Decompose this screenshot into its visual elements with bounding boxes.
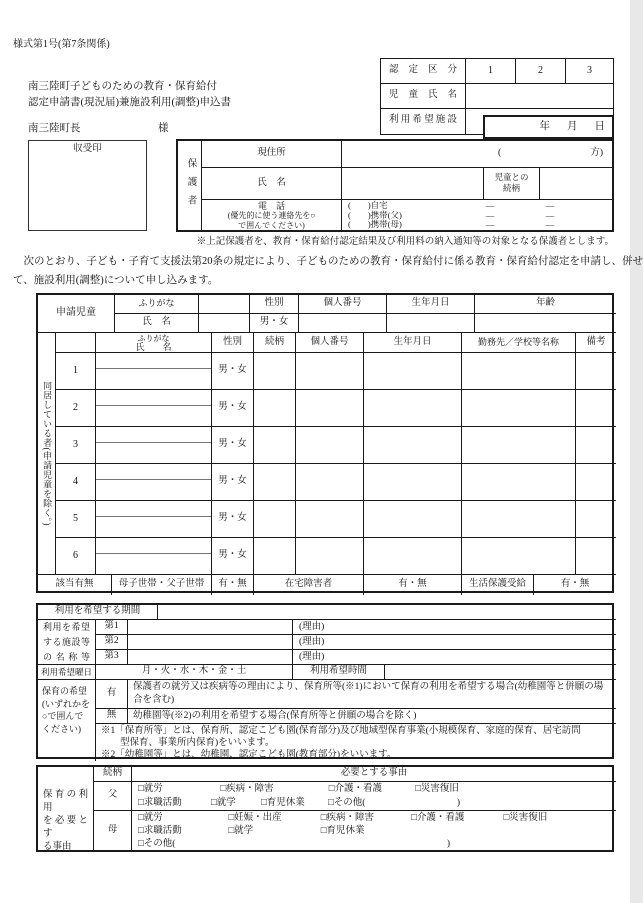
- checkbox-mother-other[interactable]: □その他( ): [138, 839, 450, 849]
- address-label: 現住所: [202, 141, 342, 168]
- facility-names-label: 利用を希望 する施設等 の名称等: [38, 620, 96, 665]
- choice-3-label: 第3: [96, 650, 128, 665]
- phone-row-mobile-mother[interactable]: ( )携帯(母) ― ―: [348, 219, 555, 229]
- father-reasons: [132, 782, 616, 811]
- household-dob-input[interactable]: [364, 353, 462, 390]
- applicant-age-label: 年齢: [475, 295, 616, 314]
- checkbox-father-work[interactable]: □就労: [138, 784, 163, 794]
- household-header-id: 個人番号: [296, 333, 364, 353]
- declaration: 次のとおり、子ども・子育て支援法第20条の規定により、子どものための教育・保育給付に係る教育・保育給付認定を申請し、併せ て、施設利用(調整)について申し込みます。: [13, 256, 643, 286]
- checkbox-father-school[interactable]: □就学: [211, 797, 236, 808]
- household-note-input[interactable]: [576, 501, 616, 538]
- choice-1-label: 第1: [96, 620, 128, 635]
- household-id-input[interactable]: [296, 353, 364, 390]
- household-header-relation: 続柄: [254, 333, 296, 353]
- household-row-number: 2: [56, 390, 96, 427]
- disabled-at-home-label: 在宅障害者: [254, 575, 364, 595]
- household-header-note: 備考: [576, 333, 616, 353]
- furigana-divider: [96, 553, 211, 554]
- guardian-note: ※上記保護者を、教育・保育給付認定結果及び利用料の納入通知等の対象となる保護者とします。: [196, 237, 614, 247]
- household-side-label: 同居している者(申請児童を除く。): [38, 333, 56, 575]
- household-dob-input[interactable]: [364, 464, 462, 501]
- applicant-name-input[interactable]: [199, 314, 250, 333]
- cert-category-label: 認定区分: [381, 59, 466, 84]
- household-header-work: 勤務先／学校等名称: [462, 333, 576, 353]
- required-reason-header: 必要とする事由: [132, 767, 616, 782]
- guardian-name-input[interactable]: [342, 168, 484, 200]
- household-work-input[interactable]: [462, 390, 576, 427]
- household-name-input[interactable]: [96, 353, 212, 390]
- father-label: 父: [94, 782, 132, 811]
- date-month-label: 月: [567, 121, 578, 133]
- household-note-input[interactable]: [576, 427, 616, 464]
- desired-weekday-label: 利用希望曜日: [38, 665, 96, 680]
- relation-header: 続柄: [94, 767, 132, 782]
- checkbox-father-parental-leave[interactable]: □育児休業: [261, 797, 305, 808]
- desired-period-input[interactable]: [158, 605, 616, 620]
- household-dob-input[interactable]: [364, 390, 462, 427]
- relation-to-child-label: 児童との 続柄: [484, 168, 540, 200]
- household-name-input[interactable]: [96, 427, 212, 464]
- household-relation-input[interactable]: [254, 427, 296, 464]
- furigana-divider: [96, 368, 211, 369]
- applicant-dob-input[interactable]: [387, 314, 475, 333]
- furigana-divider: [96, 479, 211, 480]
- phone-note-line2: で囲んでください): [238, 220, 305, 230]
- checkbox-father-other[interactable]: □その他( ): [328, 797, 460, 808]
- choice-3-input[interactable]: [128, 650, 293, 665]
- household-row-number: 3: [56, 427, 96, 464]
- honorific: 様: [158, 123, 169, 134]
- desired-period-label: 利用を希望する期間: [38, 605, 158, 620]
- applicant-id-label: 個人番号: [299, 295, 387, 314]
- guardian-table: [176, 139, 614, 232]
- household-work-input[interactable]: [462, 538, 576, 575]
- desired-facility-label: 利用希望施設: [381, 109, 466, 134]
- mother-reasons: [132, 811, 616, 850]
- applicant-name-label: 氏 名: [115, 314, 199, 333]
- care-wish-yes-text: 保護者の就労又は疾病等の理由により、保育所等(※1)において保育の利用を希望する場合(幼稚園等と併願の場合を含む): [128, 680, 616, 709]
- household-name-input[interactable]: [96, 390, 212, 427]
- phone-note-line1: (優先的に使う連絡先を○: [227, 211, 316, 220]
- checkbox-mother-disaster[interactable]: □災害復旧: [503, 813, 548, 823]
- checkbox-father-illness[interactable]: □疾病・障害: [220, 784, 274, 794]
- date-day-label: 日: [594, 121, 605, 133]
- household-header-name: ふりがな 氏 名: [96, 333, 212, 353]
- household-note-input[interactable]: [576, 353, 616, 390]
- checkbox-mother-pregnancy[interactable]: □妊娠・出産: [228, 813, 282, 823]
- furigana-divider: [96, 516, 211, 517]
- cert-category-1[interactable]: 1: [466, 59, 516, 84]
- choice-2-label: 第2: [96, 635, 128, 650]
- checkbox-mother-school[interactable]: □就学: [228, 826, 254, 836]
- checkbox-father-nursing[interactable]: □介護・看護: [328, 784, 382, 794]
- household-relation-input[interactable]: [254, 538, 296, 575]
- household-row-number: 6: [56, 538, 96, 575]
- applicant-furigana-input[interactable]: [199, 295, 250, 314]
- date-year-label: 年: [539, 121, 550, 133]
- household-work-input[interactable]: [462, 464, 576, 501]
- applicability-label: 該当有無: [38, 575, 112, 595]
- furigana-divider: [96, 405, 211, 406]
- addressee: 南三陸町長: [28, 123, 81, 134]
- applicant-sex-label: 性別: [250, 295, 299, 314]
- household-name-input[interactable]: [96, 538, 212, 575]
- household-sex-choice[interactable]: 男・女: [212, 464, 254, 501]
- public-assistance-choice[interactable]: 有・無: [560, 579, 590, 590]
- household-relation-input[interactable]: [254, 501, 296, 538]
- desired-time-label: 利用希望時間: [293, 665, 385, 680]
- household-header-spacer: [56, 333, 96, 353]
- care-wish-yes[interactable]: 有: [96, 680, 128, 709]
- cert-category-2[interactable]: 2: [516, 59, 566, 84]
- applicant-dob-label: 生年月日: [387, 295, 475, 314]
- household-sex-choice[interactable]: 男・女: [212, 427, 254, 464]
- applicant-furigana-label: ふりがな: [115, 295, 199, 314]
- household-note-input[interactable]: [576, 464, 616, 501]
- phone-row-mobile-father[interactable]: ( )携帯(父) ― ―: [348, 209, 555, 220]
- household-work-input[interactable]: [462, 427, 576, 464]
- single-parent-choice[interactable]: 有・無: [212, 575, 254, 595]
- form-title-line1: 南三陸町子どものための教育・保育給付: [28, 81, 217, 92]
- care-reason-table: [36, 765, 614, 852]
- form-title-line2: 認定申請書(現況届)兼施設利用(調整)申込書: [28, 97, 231, 108]
- desired-time-input[interactable]: [385, 665, 616, 680]
- receipt-stamp-label: 収受印: [73, 144, 102, 154]
- phone-label-block: [202, 200, 342, 230]
- household-id-input[interactable]: [296, 427, 364, 464]
- cert-category-3[interactable]: 3: [566, 59, 613, 84]
- household-sex-choice[interactable]: 男・女: [212, 353, 254, 390]
- single-parent-label: 母子世帯・父子世帯: [112, 575, 212, 595]
- guardian-name-label: 氏 名: [202, 168, 342, 200]
- date-fields[interactable]: [485, 117, 612, 137]
- public-assistance-label: 生活保護受給: [462, 575, 534, 595]
- checkbox-father-jobsearch[interactable]: □求職活動: [138, 797, 182, 808]
- household-id-input[interactable]: [296, 390, 364, 427]
- choice-1-reason-input[interactable]: (理由): [293, 620, 616, 635]
- child-name-label: 児童氏名: [381, 84, 466, 109]
- checkbox-mother-illness[interactable]: □疾病・障害: [320, 813, 374, 823]
- household-work-input[interactable]: [462, 501, 576, 538]
- choice-1-input[interactable]: [128, 620, 293, 635]
- form-title: [28, 79, 231, 111]
- household-name-input[interactable]: [96, 501, 212, 538]
- care-reason-label: 保育の利用 を必要とす る事由: [38, 767, 94, 850]
- date-box: [483, 115, 614, 139]
- applicant-age-input[interactable]: [475, 314, 616, 333]
- household-id-input[interactable]: [296, 501, 364, 538]
- care-wish-label: 保育の希望 (いずれかを ○で囲んで ください): [38, 680, 96, 761]
- weekday-choices[interactable]: 月・火・水・木・金・土: [96, 665, 293, 680]
- household-id-input[interactable]: [296, 538, 364, 575]
- household-sex-choice[interactable]: 男・女: [212, 501, 254, 538]
- household-relation-input[interactable]: [254, 353, 296, 390]
- care-wish-no[interactable]: 無: [96, 709, 128, 724]
- household-sex-choice[interactable]: 男・女: [212, 538, 254, 575]
- phone-row-home[interactable]: ( )自宅 ― ―: [348, 200, 555, 210]
- receipt-stamp-box: [28, 140, 147, 231]
- household-dob-input[interactable]: [364, 538, 462, 575]
- household-row-number: 5: [56, 501, 96, 538]
- address-suffix: ( 方): [498, 148, 603, 159]
- household-work-input[interactable]: [462, 353, 576, 390]
- disabled-at-home-choice[interactable]: 有・無: [364, 575, 462, 595]
- relation-to-child-input[interactable]: [540, 168, 612, 200]
- household-dob-input[interactable]: [364, 501, 462, 538]
- care-wish-no-text: 幼稚園等(※2)の利用を希望する場合(保育所等と併願の場合を除く): [128, 709, 616, 724]
- form-number: 様式第1号(第7条関係): [13, 39, 110, 50]
- checkbox-mother-work[interactable]: □就労: [138, 813, 163, 823]
- household-header-dob: 生年月日: [364, 333, 462, 353]
- applicant-sex-choice[interactable]: 男・女: [250, 314, 299, 333]
- checkbox-father-disaster[interactable]: □災害復旧: [415, 784, 459, 794]
- mother-label: 母: [94, 811, 132, 850]
- main-table: [36, 293, 614, 593]
- furigana-divider: [96, 442, 211, 443]
- care-wish-notes: ※1「保育所等」とは、保育所、認定こども園(保育部分)及び地域型保育事業(小規模保育、家庭的保育、居宅訪問 型保育、事業所内保育)をいいます。 ※2「幼稚園等」とは、幼稚園、認定こども園(教育部分)をいいます。: [101, 726, 581, 760]
- household-relation-input[interactable]: [254, 464, 296, 501]
- phone-label: 電 話: [257, 201, 285, 211]
- household-id-input[interactable]: [296, 464, 364, 501]
- guardian-side-label: 保護者: [178, 141, 202, 230]
- checkbox-mother-parental-leave[interactable]: □育児休業: [320, 826, 365, 836]
- checkbox-mother-nursing[interactable]: □介護・看護: [411, 813, 465, 823]
- address-input[interactable]: [342, 141, 612, 168]
- applicant-id-input[interactable]: [299, 314, 387, 333]
- choice-3-reason-input[interactable]: (理由): [293, 650, 616, 665]
- household-sex-choice[interactable]: 男・女: [212, 390, 254, 427]
- household-note-input[interactable]: [576, 538, 616, 575]
- usage-table: [36, 603, 614, 759]
- household-relation-input[interactable]: [254, 390, 296, 427]
- household-row-number: 4: [56, 464, 96, 501]
- checkbox-mother-jobsearch[interactable]: □求職活動: [138, 826, 182, 836]
- household-dob-input[interactable]: [364, 427, 462, 464]
- household-note-input[interactable]: [576, 390, 616, 427]
- choice-2-reason-input[interactable]: (理由): [293, 635, 616, 650]
- choice-2-input[interactable]: [128, 635, 293, 650]
- phone-inputs: [342, 200, 612, 230]
- applicant-child-label: 申請児童: [38, 295, 115, 333]
- child-name-input[interactable]: [466, 84, 613, 109]
- household-row-number: 1: [56, 353, 96, 390]
- household-name-input[interactable]: [96, 464, 212, 501]
- household-header-sex: 性別: [212, 333, 254, 353]
